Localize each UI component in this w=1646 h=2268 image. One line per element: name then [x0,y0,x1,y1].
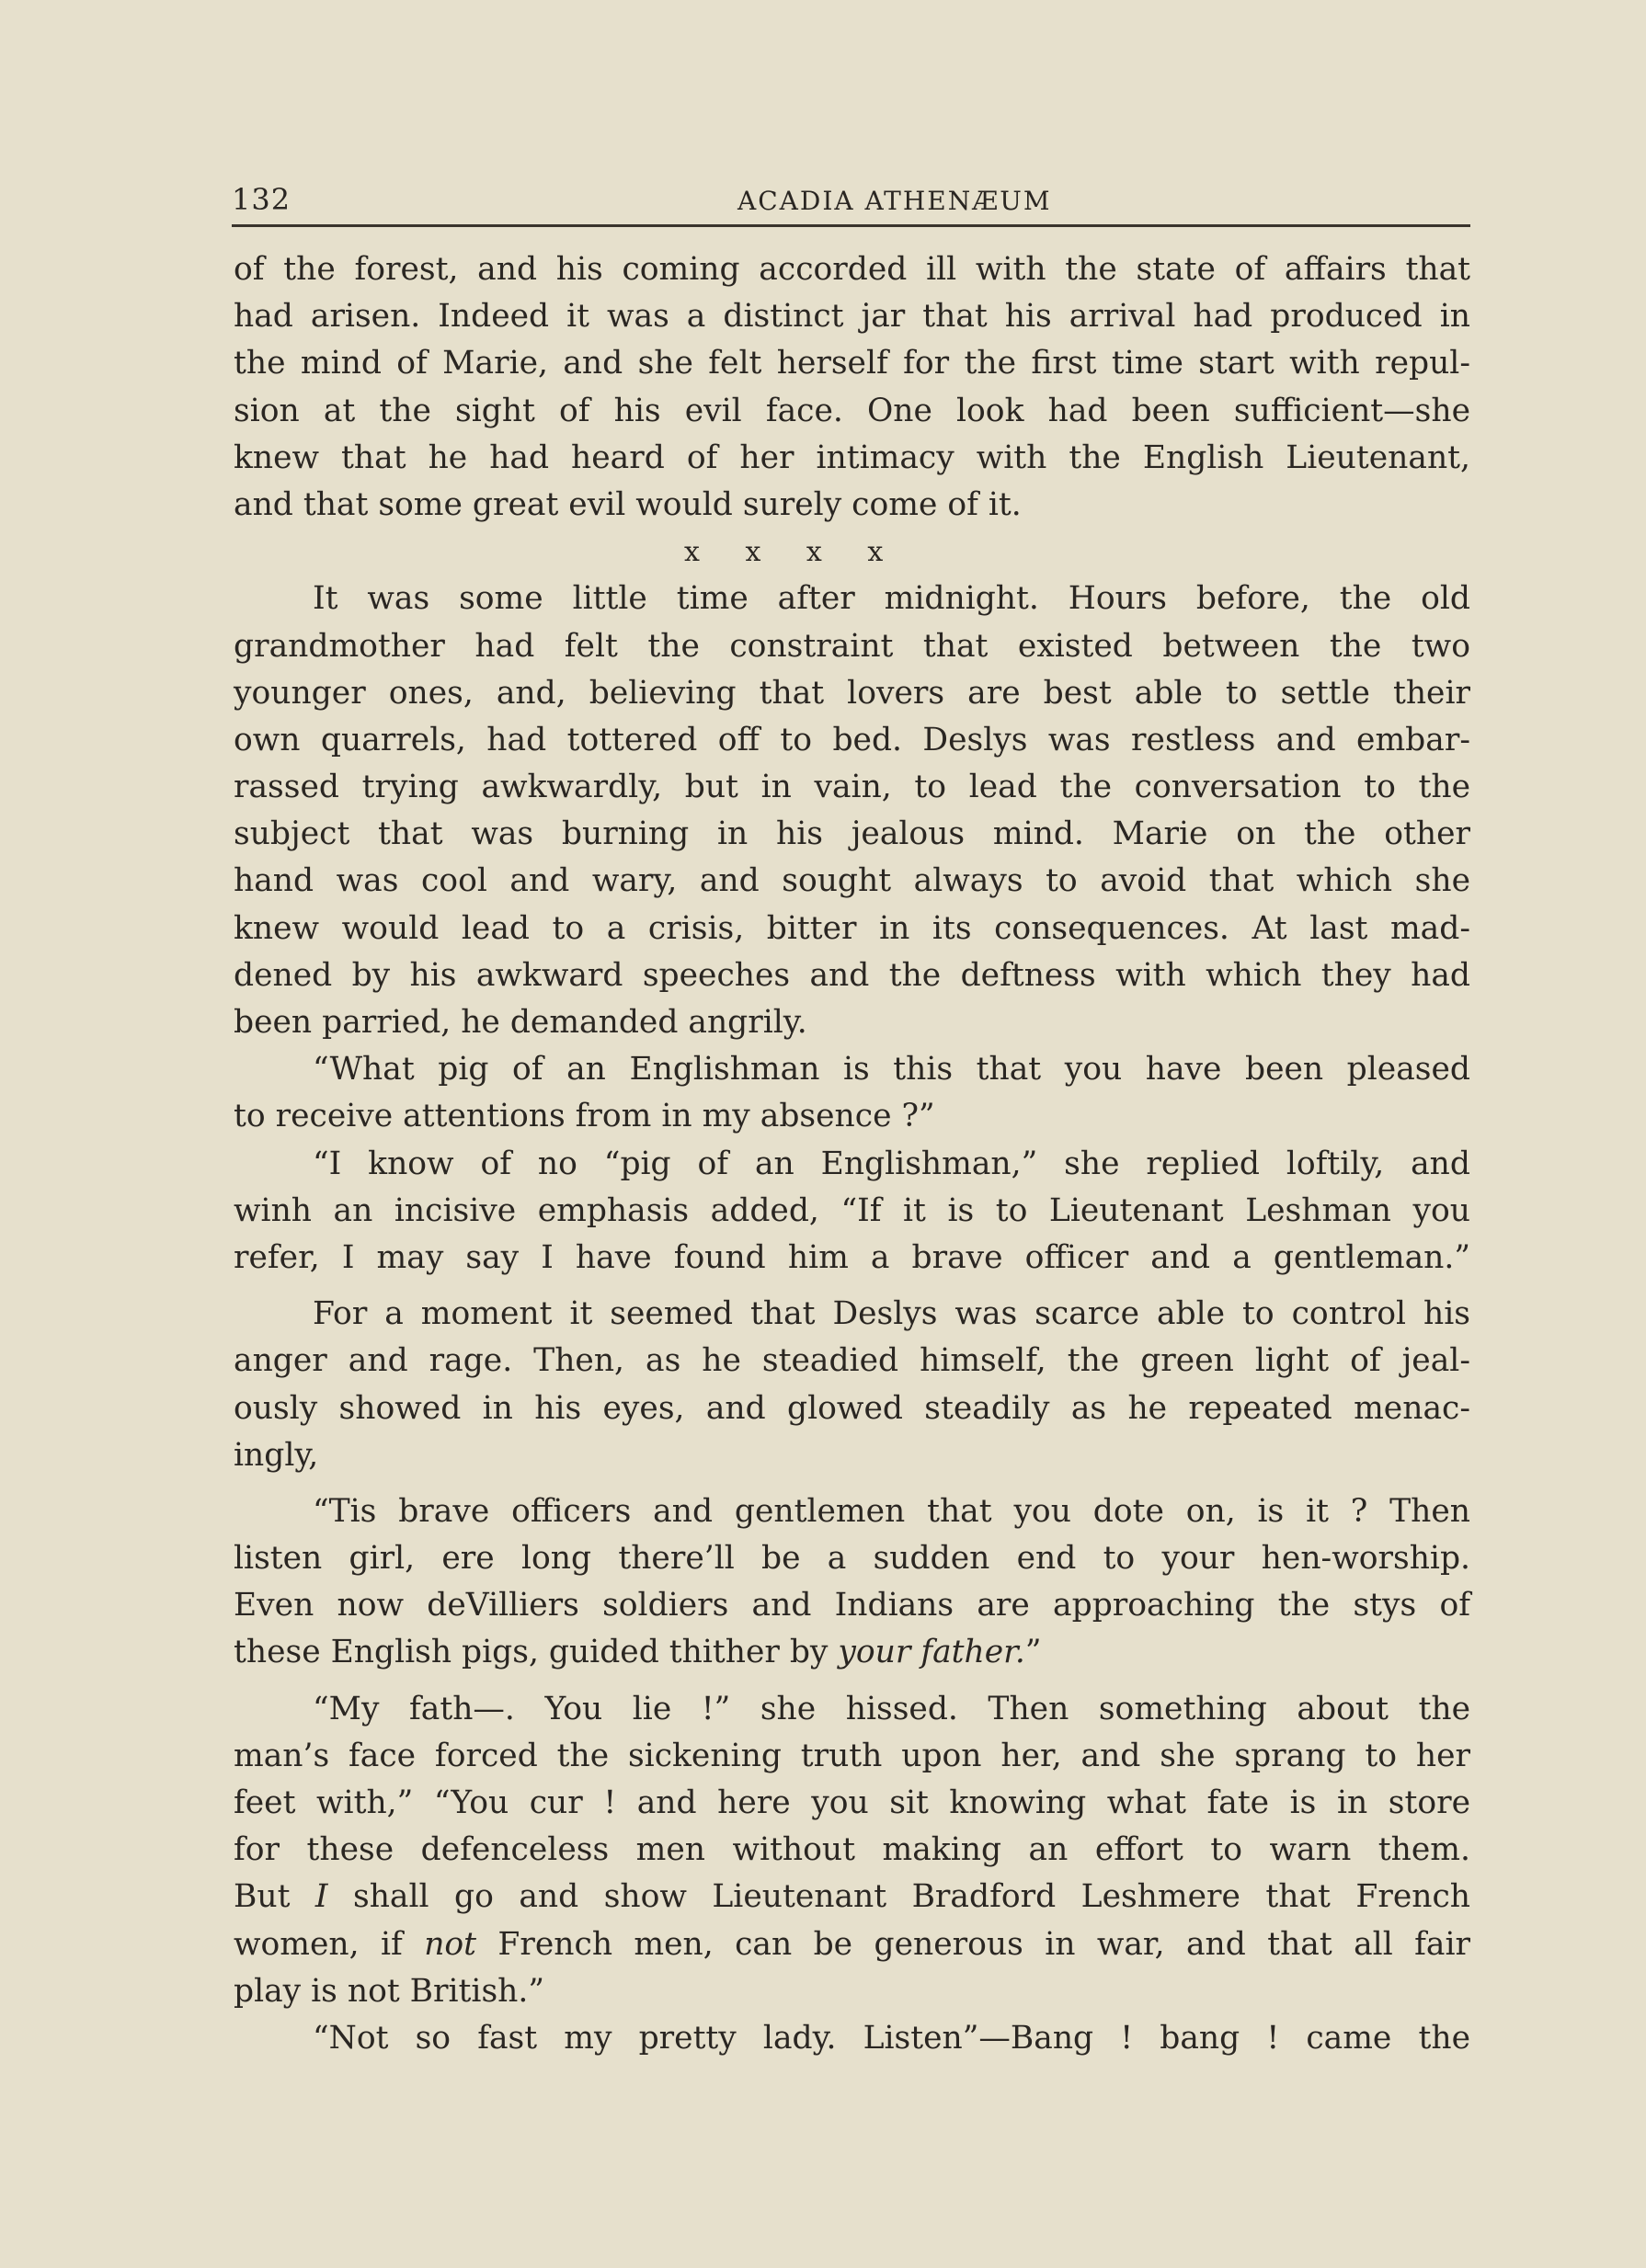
italic-run: I [314,1878,328,1916]
text-run: But [234,1878,315,1916]
text-line [234,1629,1470,1676]
text-line: listen girl, ere long there’ll be a sudden end to your hen-worship. [234,1540,1470,1578]
text-line: anger and rage. Then, as he steadied himself, the green light of jeal- [234,1342,1470,1380]
text-line: younger ones, and, believing that lovers are best able to settle their [234,674,1470,712]
text-line: play is not British.” [234,1972,544,2010]
text-line [234,1874,1470,1920]
text-run: these English pigs, guided thither by [234,1634,839,1671]
text-line: Even now deVilliers soldiers and Indians are approaching the stys of [234,1587,1470,1624]
text-line: “What pig of an Englishman is this that you have been pleased [313,1051,1470,1088]
text-line: feet with,” “You cur ! and here you sit knowing what fate is in store [234,1784,1470,1821]
text-line: knew that he had heard of her intimacy with the English Lieutenant, [234,439,1470,476]
text-line: winh an incisive emphasis added, “If it is to Lieutenant Leshman you [234,1191,1470,1229]
header-rule [232,224,1470,227]
text-line [234,1921,1470,1968]
italic-run: not [424,1925,477,1963]
text-run: ” [1024,1634,1042,1671]
text-run: shall go and show Lieutenant Bradford Leshmere that French [327,1878,1470,1916]
text-line: hand was cool and wary, and sought always to avoid that which she [234,862,1470,900]
text-line: for these defenceless men without making an effort to warn them. [234,1831,1470,1869]
text-line: refer, I may say I have found him a brave officer and a gentleman.” [234,1238,1470,1276]
text-line: grandmother had felt the constraint that existed between the two [234,627,1470,665]
text-line: knew would lead to a crisis, bitter in its consequences. At last mad- [234,909,1470,947]
text-line: man’s face forced the sickening truth upon her, and she sprang to her [234,1737,1470,1774]
text-line: dened by his awkward speeches and the deftness with which they had [234,956,1470,994]
page-number: 132 [232,182,291,217]
text-line: subject that was burning in his jealous mind. Marie on the other [234,815,1470,853]
text-line: It was some little time after midnight. Hours before, the old [313,580,1470,618]
text-line: and that some great evil would surely come of it. [234,485,1022,523]
text-line: to receive attentions from in my absence ?” [234,1098,935,1135]
text-line: own quarrels, had tottered off to bed. Deslys was restless and embar- [234,721,1470,758]
article-body [234,246,1470,2062]
page-header [232,175,1470,224]
text-line: For a moment it seemed that Deslys was scarce able to control his [313,1295,1470,1333]
text-line: rassed trying awkwardly, but in vain, to lead the conversation to the [234,769,1470,806]
text-run: French men, can be generous in war, and that all fair [476,1925,1470,1963]
text-line: “My fath—. You lie !” she hissed. Then something about the [313,1690,1470,1727]
text-line: “I know of no “pig of an Englishman,” she replied loftily, and [313,1145,1470,1182]
text-line: had arisen. Indeed it was a distinct jar that his arrival had produced in [234,298,1470,336]
italic-run: your father. [838,1634,1025,1671]
text-line: ingly, [234,1436,319,1474]
text-line: ously showed in his eyes, and glowed steadily as he repeated menac- [234,1389,1470,1427]
section-break: x x x x [684,536,884,569]
text-line: of the forest, and his coming accorded ill with the state of affairs that [234,251,1470,288]
running-title: ACADIA ATHENÆUM [737,186,1052,216]
text-line: sion at the sight of his evil face. One look had been sufficient—she [234,392,1470,429]
text-run: women, if [234,1925,425,1963]
text-line: been parried, he demanded angrily. [234,1004,807,1041]
text-line: the mind of Marie, and she felt herself for the first time start with repul- [234,345,1470,382]
text-line: “Tis brave officers and gentlemen that you dote on, is it ? Then [313,1492,1470,1530]
text-line: “Not so fast my pretty lady. Listen”—Bang ! bang ! came the [313,2019,1470,2057]
